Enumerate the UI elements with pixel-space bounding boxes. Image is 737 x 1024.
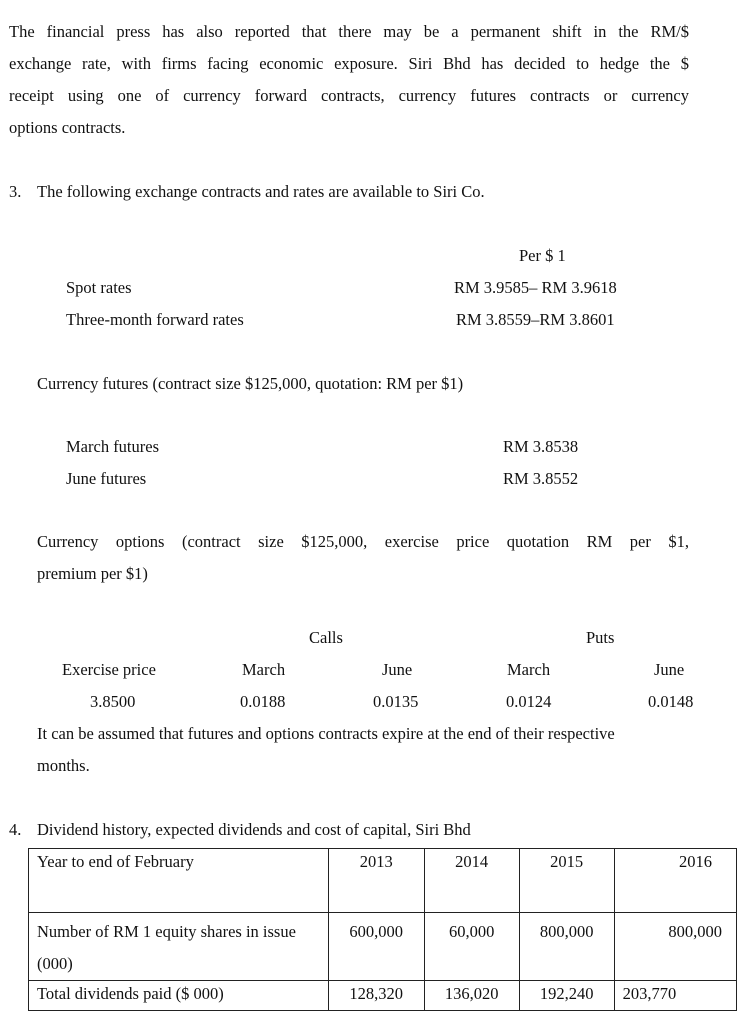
options-heading-line2: premium per $1) xyxy=(37,564,148,583)
table-row xyxy=(29,981,737,1011)
spot-rates-value: RM 3.9585– RM 3.9618 xyxy=(454,278,617,297)
options-puts-june-value: 0.0148 xyxy=(648,692,694,711)
options-heading-line1: Currency options (contract size $125,000, exercise price quotation RM per $1, xyxy=(37,532,689,551)
table-row-label-line2: (000) xyxy=(37,954,73,973)
puts-label: Puts xyxy=(586,628,615,647)
table-cell: 136,020 xyxy=(424,981,519,1011)
options-calls-june-value: 0.0135 xyxy=(373,692,419,711)
expiry-note-line2: months. xyxy=(37,756,90,775)
intro-line: The financial press has also reported that there may be a permanent shift in the RM/$ xyxy=(9,22,689,41)
table-year: 2016 xyxy=(614,849,736,913)
options-puts-march-value: 0.0124 xyxy=(506,692,552,711)
table-row-label: Total dividends paid ($ 000) xyxy=(29,981,329,1011)
table-cell: 800,000 xyxy=(519,913,614,981)
options-header-calls-march: March xyxy=(242,660,286,679)
futures-heading: Currency futures (contract size $125,000, quotation: RM per $1) xyxy=(37,374,464,393)
options-header-calls-june: June xyxy=(382,660,413,679)
table-cell: 128,320 xyxy=(328,981,424,1011)
options-header-puts-march: March xyxy=(507,660,551,679)
section3-number: 3. xyxy=(9,182,22,201)
table-year: 2014 xyxy=(424,849,519,913)
per-dollar-label: Per $ 1 xyxy=(519,246,566,265)
table-row-label xyxy=(29,913,329,981)
options-calls-march-value: 0.0188 xyxy=(240,692,286,711)
table-cell: 192,240 xyxy=(519,981,614,1011)
forward-rates-value: RM 3.8559–RM 3.8601 xyxy=(456,310,615,329)
intro-line: exchange rate, with firms facing economic exposure. Siri Bhd has decided to hedge the $ xyxy=(9,54,689,73)
march-futures-label: March futures xyxy=(66,437,160,456)
table-cell: 600,000 xyxy=(328,913,424,981)
march-futures-value: RM 3.8538 xyxy=(503,437,579,456)
options-exercise-price: 3.8500 xyxy=(90,692,136,711)
table-cell: 203,770 xyxy=(614,981,736,1011)
intro-paragraph xyxy=(9,16,689,144)
table-cell: 800,000 xyxy=(614,913,736,981)
spot-rates-label: Spot rates xyxy=(66,278,132,297)
options-header-puts-june: June xyxy=(654,660,685,679)
table-row xyxy=(29,913,737,981)
june-futures-label: June futures xyxy=(66,469,147,488)
table-row-label-line1: Number of RM 1 equity shares in issue xyxy=(37,922,296,941)
dividend-table xyxy=(28,848,737,1011)
options-header-exercise: Exercise price xyxy=(62,660,156,679)
expiry-note-line1: It can be assumed that futures and options contracts expire at the end of their respective xyxy=(37,724,615,743)
intro-line: options contracts. xyxy=(9,118,126,137)
section3-heading: The following exchange contracts and rates are available to Siri Co. xyxy=(37,182,485,201)
june-futures-value: RM 3.8552 xyxy=(503,469,579,488)
forward-rates-label: Three-month forward rates xyxy=(66,310,244,329)
table-header-label: Year to end of February xyxy=(29,849,329,913)
section4-heading: Dividend history, expected dividends and cost of capital, Siri Bhd xyxy=(37,820,471,839)
table-year: 2015 xyxy=(519,849,614,913)
section4-number: 4. xyxy=(9,820,22,839)
table-year: 2013 xyxy=(328,849,424,913)
table-cell: 60,000 xyxy=(424,913,519,981)
intro-line: receipt using one of currency forward contracts, currency futures contracts or currency xyxy=(9,86,689,105)
table-header-row xyxy=(29,849,737,913)
calls-label: Calls xyxy=(309,628,343,647)
